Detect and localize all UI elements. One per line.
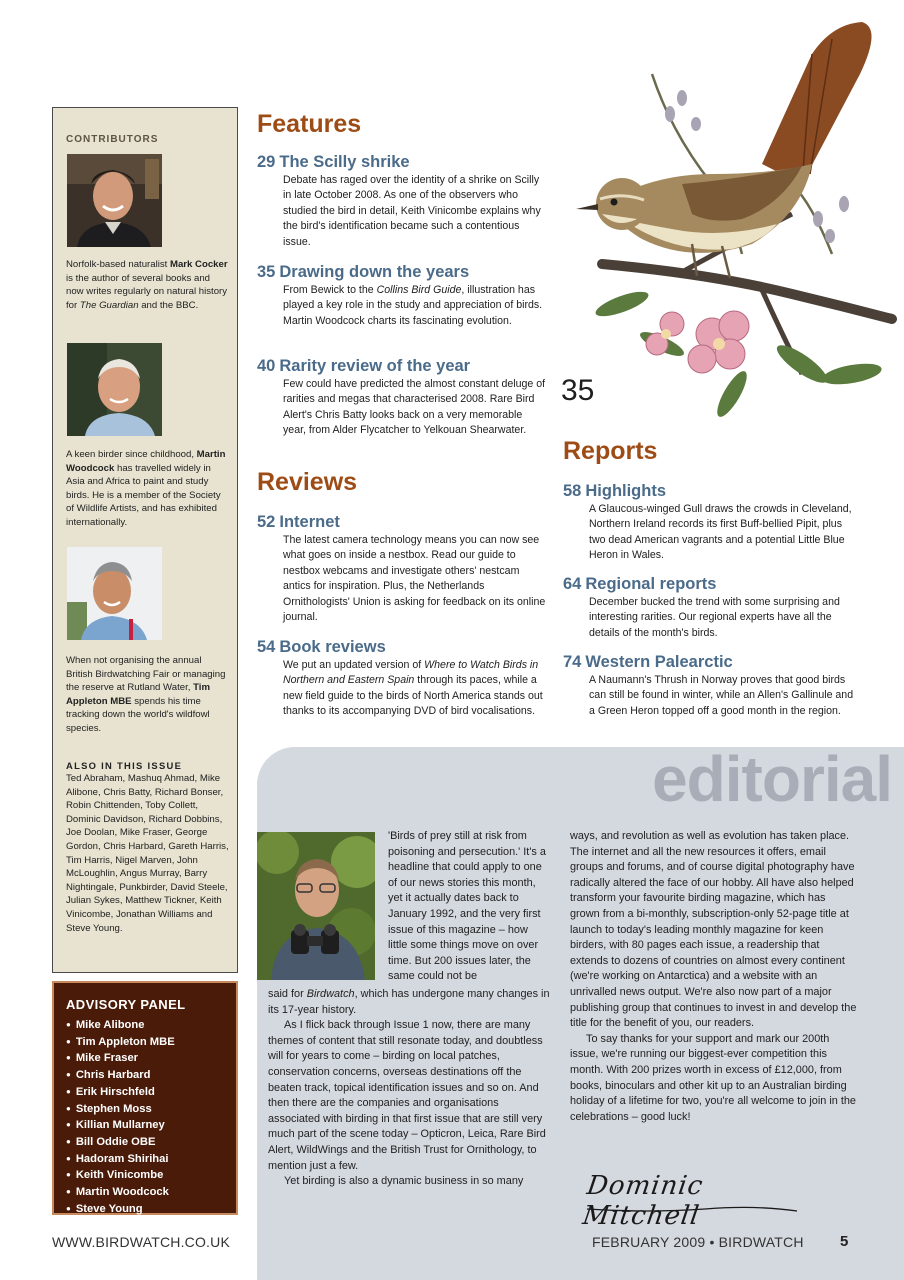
feature-text: From Bewick to the Collins Bird Guide, illustration has played a key role in the study and appreciation of birds. Martin Woodcock charts its fascinating evolution. xyxy=(283,284,543,327)
features-heading: Features xyxy=(257,110,362,138)
report-item[interactable] xyxy=(563,575,858,641)
advisory-member: ● Chris Harbard xyxy=(66,1067,224,1084)
feature-title: 40 Rarity review of the year xyxy=(257,357,471,375)
review-title: 54 Book reviews xyxy=(257,638,386,656)
bird-illustration xyxy=(562,14,902,434)
advisory-panel-heading: ADVISORY PANEL xyxy=(66,997,186,1012)
feature-item[interactable] xyxy=(257,153,547,250)
feature-item[interactable] xyxy=(257,263,547,329)
also-in-this-issue-heading: ALSO IN THIS ISSUE xyxy=(66,760,183,771)
report-item[interactable] xyxy=(563,482,858,564)
editorial-col1-top: 'Birds of prey still at risk from poisoning and persecution.' It's a headline that could apply to one of our news stories this month, yet it actually dates back to January 1992, and the very first issue of this magazine – how little some things move on over time. But 200 issues later, the same could not be xyxy=(388,830,546,983)
contributors-box xyxy=(52,107,238,973)
feature-title: 35 Drawing down the years xyxy=(257,263,470,281)
advisory-member: ● Tim Appleton MBE xyxy=(66,1034,224,1051)
also-in-this-issue-list: Ted Abraham, Mashuq Ahmad, Mike Alibone, Chris Batty, Richard Bonser, Robin Chittenden, Toby Collett, Dominic Davidson, Richard Dobbins, Joe Doolan, Mike Fraser, George Gordon, Chris Harbard, Gareth Harris, Tim Harris, Nigel Marven, John McLoughlin, Angus Murray, Barry Nightingale, Punkbirder, David Steele, Julian Sykes, Matthew Tickner, Keith Vinicombe, Jonathan Williams and Steve Young. xyxy=(66,773,229,934)
contributor-bio-mark-cocker: Norfolk-based naturalist Mark Cocker is the author of several books and now writes regularly on natural history for The Guardian and the BBC. xyxy=(66,259,228,311)
advisory-member: ● Killian Mullarney xyxy=(66,1117,224,1134)
contributors-heading: CONTRIBUTORS xyxy=(66,134,159,145)
contributor-bio-tim-appleton: When not organising the annual British Birdwatching Fair or managing the reserve at Rutland Water, Tim Appleton MBE spends his time tracking down the world's wildfowl species. xyxy=(66,655,226,734)
review-item[interactable] xyxy=(257,638,547,720)
editor-signature: Dominic Mitchell xyxy=(585,1165,805,1215)
illustration-page-label: 35 xyxy=(561,374,595,407)
editorial-col2-body: ways, and revolution as well as evolution has taken place. The internet and all the new resources it offers, email groups and forums, and of course digital photography have radically altered the face of our hobby. All have also helped transform your favourite birding magazine, which has grown from a bi-monthly, subscription-only 52-page title at launch to today's leading monthly magazine for keen birders, with 80 pages each issue, a readership that extends to dozens of countries on almost every continent (we're working on Antarctica) and a website with an unrivalled news output. We're also now part of a major publishing group that continues to invest in and develop the title for the benefit of you, our readers. To say thanks for your support and mark our 200th issue, we're running our biggest-ever competition this month. With 200 prizes worth in excess of £12,000, from books, binoculars and other kit up to an Australian birding holiday of a lifetime for two, you're all welcome to join in the celebrations – good luck! xyxy=(570,830,857,1123)
advisory-members-list xyxy=(66,1017,224,1217)
review-text: The latest camera technology means you can now see what goes on inside a nestbox. Read our guide to nestbox webcams and investigate others' nestcam antics for inspiration. Plus, the Netherlands Ornithologists' Union is asking for feedback on its online journal. xyxy=(283,534,546,624)
editorial-panel xyxy=(257,743,904,1280)
contributor-photo-tim-appleton xyxy=(67,547,162,640)
report-text: A Naumann's Thrush in Norway proves that good birds can still be found in winter, while an Allen's Gallinule and a Green Heron topped off a good month in the region. xyxy=(589,674,854,717)
editorial-word: editorial xyxy=(652,743,892,815)
advisory-member: ● Steve Young xyxy=(66,1201,224,1218)
contributor-bio-martin-woodcock: A keen birder since childhood, Martin Woodcock has travelled widely in Asia and Africa to paint and study birds. He is a member of the Society of Wildlife Artists, and has exhibited internationally. xyxy=(66,449,226,528)
editor-photo xyxy=(257,832,375,980)
footer-issue: FEBRUARY 2009 • BIRDWATCH xyxy=(592,1234,804,1250)
report-title: 74 Western Palearctic xyxy=(563,653,733,671)
report-text: December bucked the trend with some surprising and interesting rarities. Our regional experts have all the details of the month's birds. xyxy=(589,596,840,639)
advisory-member: ● Mike Fraser xyxy=(66,1050,224,1067)
feature-text: Debate has raged over the identity of a shrike on Scilly in late October 2008. As one of the observers who studied the bird in detail, Keith Vinicombe explains why the bird's identification became such a contentious issue. xyxy=(283,174,541,248)
feature-text: Few could have predicted the almost constant deluge of rarities and megas that characterised 2008. Rare Bird Alert's Chris Batty looks back on a very memorable year, from Alder Flycatcher to Yelkouan Shearwater. xyxy=(283,378,546,437)
reports-heading: Reports xyxy=(563,437,658,465)
feature-item[interactable] xyxy=(257,357,547,439)
advisory-member: ● Hadoram Shirihai xyxy=(66,1151,224,1168)
report-text: A Glaucous-winged Gull draws the crowds in Cleveland, Northern Ireland records its first Buff-bellied Pipit, plus two dead American vagrants and a potential Little Blue Heron in Wales. xyxy=(589,503,852,562)
page-number: 5 xyxy=(840,1233,849,1250)
editorial-col1-body: said for Birdwatch, which has undergone many changes in its 17-year history. As I flick back through Issue 1 now, there are many themes of content that still resonate today, and doubtless will for years to come – birding on local patches, conservation concerns, overseas destinations off the beaten track, topical identification issues and so on. And then there are the companies and organisations associated with birding in that first issue that are still very much part of the scene today – Opticron, Leica, Rare Bird Alert, WildWings and the British Trust for Ornithology, to mention just a few. Yet birding is also a dynamic business in so many xyxy=(268,988,550,1188)
advisory-panel xyxy=(52,981,238,1215)
advisory-member: ● Keith Vinicombe xyxy=(66,1167,224,1184)
contributor-photo-martin-woodcock xyxy=(67,343,162,436)
review-title: 52 Internet xyxy=(257,513,340,531)
feature-title: 29 The Scilly shrike xyxy=(257,153,410,171)
advisory-member: ● Bill Oddie OBE xyxy=(66,1134,224,1151)
advisory-member: ● Mike Alibone xyxy=(66,1017,224,1034)
report-item[interactable] xyxy=(563,653,858,719)
footer-website[interactable]: WWW.BIRDWATCH.CO.UK xyxy=(52,1234,231,1250)
advisory-member: ● Erik Hirschfeld xyxy=(66,1084,224,1101)
advisory-member: ● Martin Woodcock xyxy=(66,1184,224,1201)
review-text: We put an updated version of Where to Watch Birds in Northern and Eastern Spain through its paces, while a new field guide to the birds of North America stands out thanks to its accompanying DVD of bird vocalisations. xyxy=(283,659,543,718)
advisory-member: ● Stephen Moss xyxy=(66,1101,224,1118)
report-title: 58 Highlights xyxy=(563,482,667,500)
contributor-photo-mark-cocker xyxy=(67,154,162,247)
reviews-heading: Reviews xyxy=(257,468,358,496)
report-title: 64 Regional reports xyxy=(563,575,717,593)
review-item[interactable] xyxy=(257,513,547,625)
